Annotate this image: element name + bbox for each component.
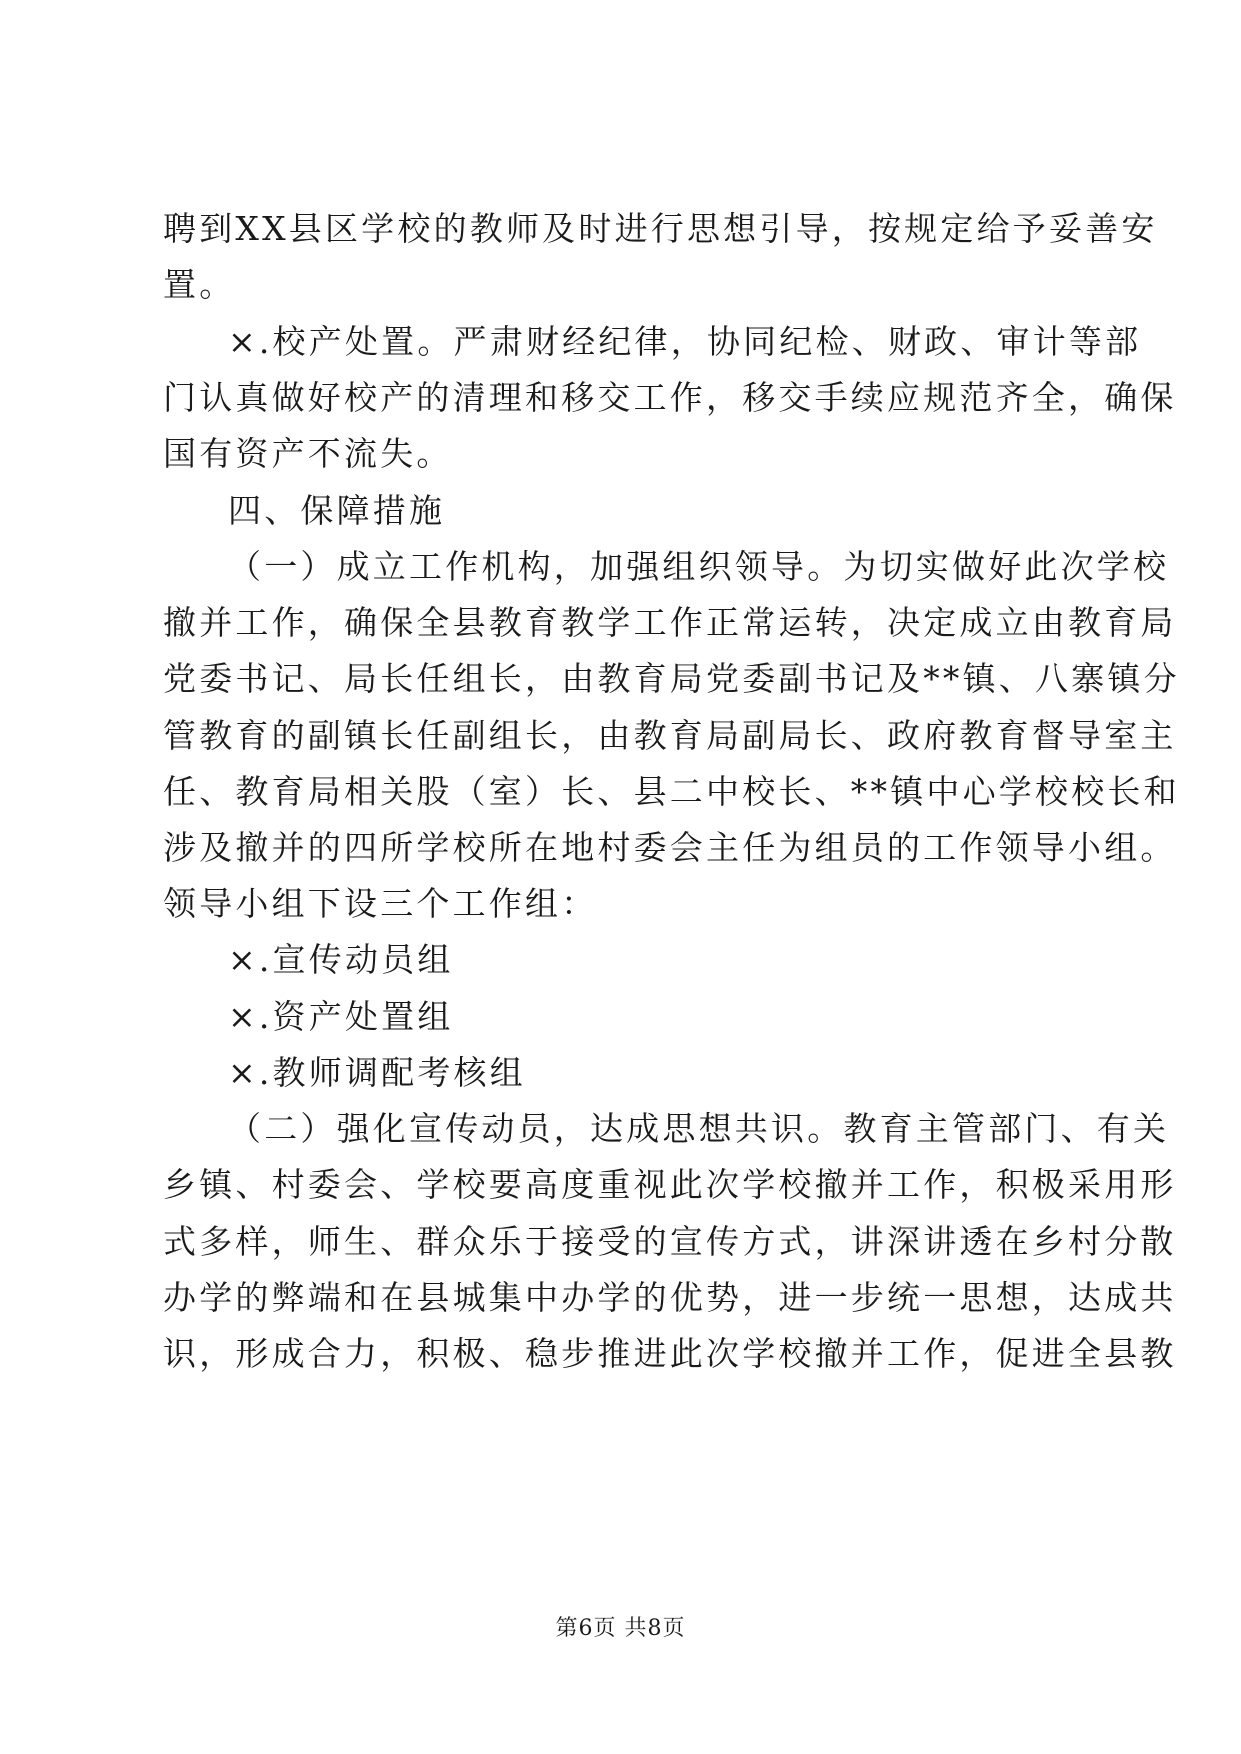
text-line-12: 涉及撤并的四所学校所在地村委会主任为组员的工作领导小组。: [163, 828, 1177, 867]
list-item-2: ×.资产处置组: [228, 997, 454, 1036]
list-item-3: ×.教师调配考核组: [228, 1053, 526, 1092]
text-line-18: 乡镇、村委会、学校要高度重视此次学校撤并工作，积极采用形: [163, 1165, 1177, 1204]
text-line-7: （一）成立工作机构，加强组织领导。为切实做好此次学校: [228, 547, 1170, 586]
text-line-8: 撤并工作，确保全县教育教学工作正常运转，决定成立由教育局: [163, 603, 1177, 642]
section-heading: 四、保障措施: [228, 491, 446, 530]
list-item-1: ×.宣传动员组: [228, 940, 454, 979]
text-line-21: 识，形成合力，积极、稳步推进此次学校撤并工作，促进全县教: [163, 1334, 1177, 1373]
text-line-17: （二）强化宣传动员，达成思想共识。教育主管部门、有关: [228, 1109, 1170, 1148]
page-number-footer: 第6页 共8页: [555, 1616, 686, 1641]
text-line-20: 办学的弊端和在县城集中办学的优势，进一步统一思想，达成共: [163, 1278, 1177, 1317]
text-line-3: ×.校产处置。严肃财经纪律，协同纪检、财政、审计等部: [228, 322, 1142, 361]
text-line-4: 门认真做好校产的清理和移交工作，移交手续应规范齐全，确保: [163, 378, 1177, 417]
text-line-19: 式多样，师生、群众乐于接受的宣传方式，讲深讲透在乡村分散: [163, 1222, 1177, 1261]
text-line-2: 置。: [163, 265, 236, 304]
text-line-9: 党委书记、局长任组长，由教育局党委副书记及**镇、八寨镇分: [163, 659, 1180, 698]
text-line-1: 聘到XX县区学校的教师及时进行思想引导，按规定给予妥善安: [163, 209, 1158, 248]
text-line-5: 国有资产不流失。: [163, 434, 453, 473]
text-line-13: 领导小组下设三个工作组：: [163, 884, 598, 923]
text-line-10: 管教育的副镇长任副组长，由教育局副局长、政府教育督导室主: [163, 716, 1177, 755]
text-line-11: 任、教育局相关股（室）长、县二中校长、**镇中心学校校长和: [163, 772, 1180, 811]
